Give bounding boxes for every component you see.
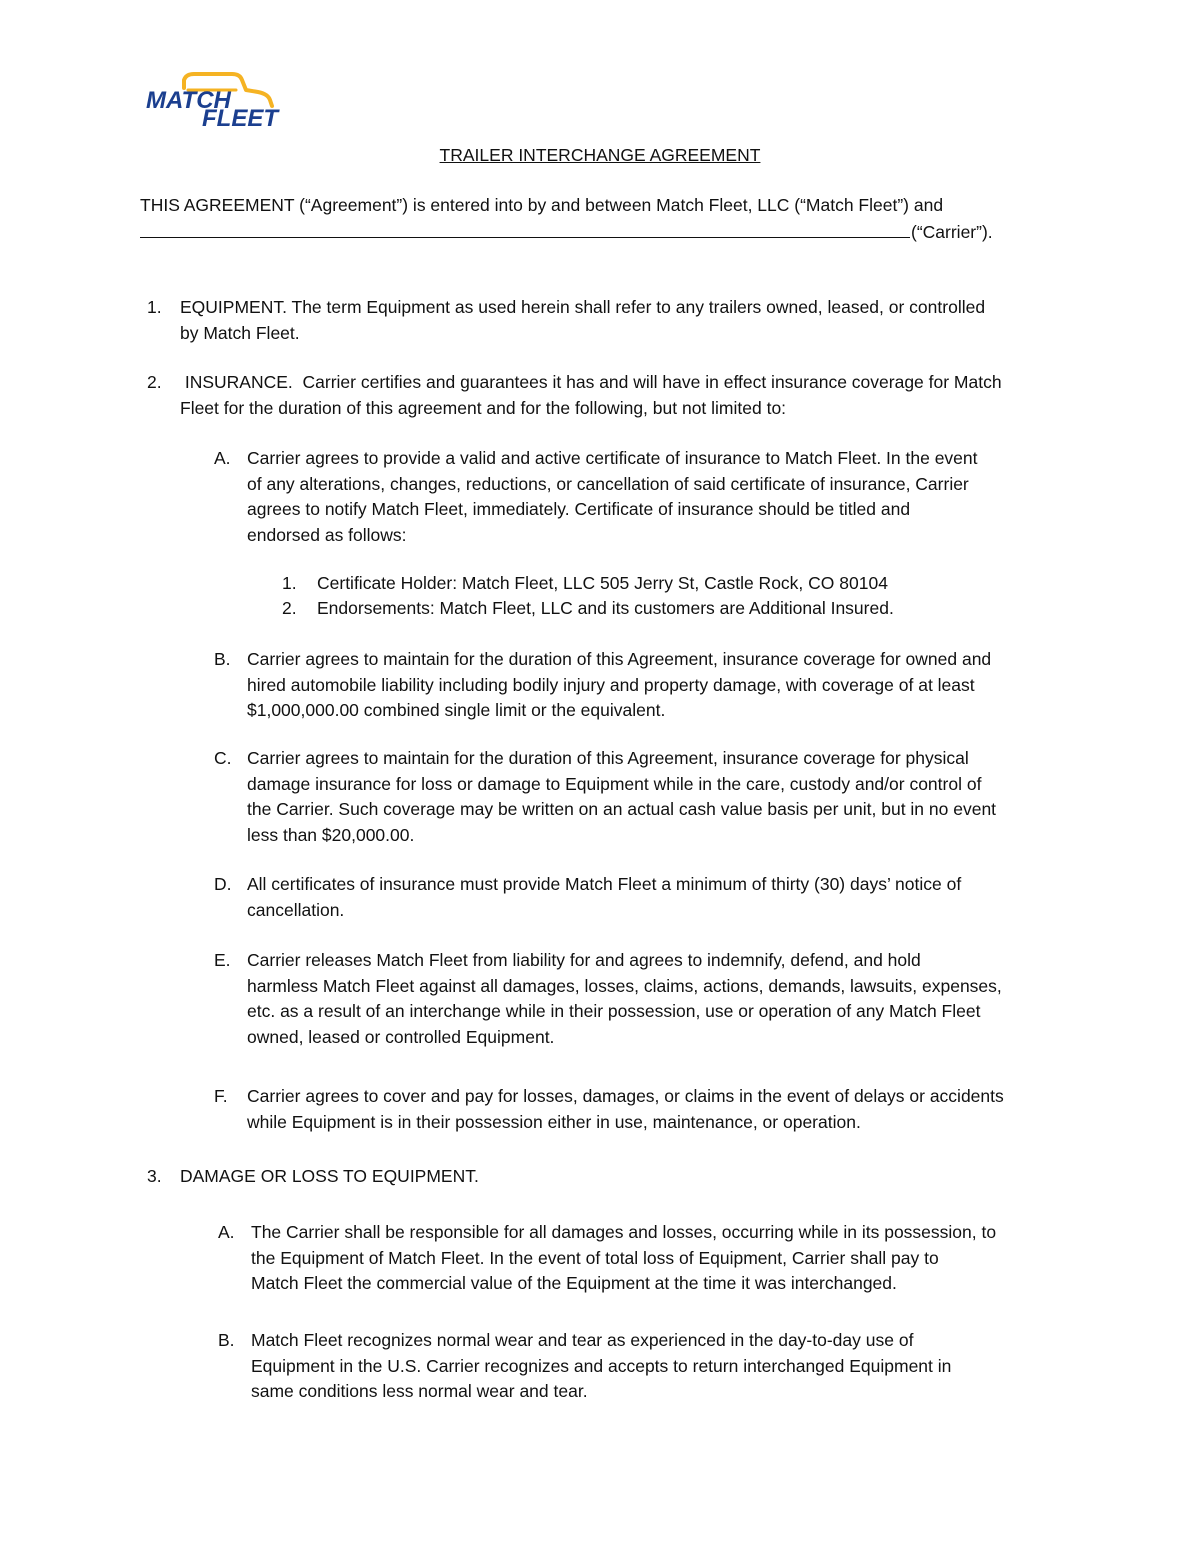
section-3-a-line: the Equipment of Match Fleet. In the event of total loss of Equipment, Carrier shall pay to	[251, 1247, 939, 1268]
carrier-name-blank	[140, 219, 910, 238]
section-2-a-text	[247, 446, 1077, 548]
section-2-e-line: Carrier releases Match Fleet from liability for and agrees to indemnify, defend, and hold	[247, 950, 921, 970]
section-2-d-letter: D.	[214, 874, 232, 894]
section-3-number: 3.	[147, 1166, 162, 1186]
section-1-line-1: EQUIPMENT. The term Equipment as used herein shall refer to any trailers owned, leased, or controlled	[180, 297, 986, 317]
section-2-e-line: owned, leased or controlled Equipment.	[247, 1026, 555, 1047]
section-2-b-line: $1,000,000.00 combined single limit or the equivalent.	[247, 700, 666, 720]
section-2-d-line: All certificates of insurance must provide Match Fleet a minimum of thirty (30) days’ notice of	[247, 874, 962, 894]
section-2-a-letter: A.	[214, 448, 231, 468]
section-2-c-text	[247, 746, 1077, 848]
section-2-e-text	[247, 948, 1077, 1050]
section-2-c-line: damage insurance for loss or damage to Equipment while in the care, custody and/or control of	[247, 773, 982, 794]
intro-paragraph	[140, 193, 1060, 245]
section-2-a-sub-2-number: 2.	[282, 598, 297, 618]
section-2-a-line: agrees to notify Match Fleet, immediately. Certificate of insurance should be titled and	[247, 499, 911, 519]
section-2-f-text	[247, 1084, 1077, 1135]
section-2-d-line: cancellation.	[247, 899, 345, 920]
section-2-a-sub-1-number: 1.	[282, 573, 297, 593]
section-2-line-2: Fleet for the duration of this agreement and for the following, but not limited to:	[180, 397, 787, 418]
intro-line-1: THIS AGREEMENT (“Agreement”) is entered into by and between Match Fleet, LLC (“Match Fleet”) and	[140, 195, 944, 215]
section-2-b-line: hired automobile liability including bodily injury and property damage, with coverage of at least	[247, 674, 975, 695]
section-2-e-line: etc. as a result of an interchange while in their possession, use or operation of any Match Fleet	[247, 1001, 981, 1021]
section-2-b-text	[247, 647, 1077, 724]
intro-line-2-suffix: (“Carrier”).	[911, 221, 993, 242]
section-2-text	[180, 370, 1080, 421]
section-2-line-1: INSURANCE. Carrier certifies and guarantees it has and will have in effect insurance coverage for Match	[180, 372, 1002, 392]
logo-text-fleet: FLEET	[202, 105, 278, 130]
section-2-a-line: endorsed as follows:	[247, 524, 407, 545]
document-title: TRAILER INTERCHANGE AGREEMENT	[439, 145, 761, 165]
section-3-a-line: The Carrier shall be responsible for all damages and losses, occurring while in its possession, to	[251, 1222, 997, 1242]
section-2-b-letter: B.	[214, 649, 231, 669]
section-1-line-2: by Match Fleet.	[180, 322, 300, 343]
section-3-b-letter: B.	[218, 1330, 235, 1350]
section-3-b-text	[251, 1328, 1081, 1405]
section-3-b-line: same conditions less normal wear and tear.	[251, 1381, 588, 1401]
section-2-a-line: of any alterations, changes, reductions, or cancellation of said certificate of insurance, Carrier	[247, 473, 969, 494]
section-3-b-line: Equipment in the U.S. Carrier recognizes and accepts to return interchanged Equipment in	[251, 1355, 952, 1376]
section-2-f-line: while Equipment is in their possession either in use, maintenance, or operation.	[247, 1111, 861, 1132]
section-3-a-line: Match Fleet the commercial value of the Equipment at the time it was interchanged.	[251, 1273, 897, 1293]
section-2-number: 2.	[147, 372, 162, 392]
section-2-e-letter: E.	[214, 950, 231, 970]
section-3-a-text	[251, 1220, 1081, 1297]
section-3-a-letter: A.	[218, 1222, 235, 1242]
section-1-text	[180, 295, 1080, 346]
logo-text-match: MATCH	[146, 87, 231, 114]
section-3-heading: DAMAGE OR LOSS TO EQUIPMENT.	[180, 1166, 479, 1186]
section-2-c-letter: C.	[214, 748, 232, 768]
section-2-f-line: Carrier agrees to cover and pay for losses, damages, or claims in the event of delays or accidents	[247, 1086, 1004, 1106]
section-3-b-line: Match Fleet recognizes normal wear and tear as experienced in the day-to-day use of	[251, 1330, 914, 1350]
endorsements-text: Endorsements: Match Fleet, LLC and its customers are Additional Insured.	[317, 598, 894, 618]
section-2-a-line: Carrier agrees to provide a valid and active certificate of insurance to Match Fleet. In the event	[247, 448, 978, 468]
section-1-number: 1.	[147, 297, 162, 317]
section-2-f-letter: F.	[214, 1086, 228, 1106]
match-fleet-logo	[140, 68, 280, 130]
match-fleet-logo-graphic	[140, 68, 280, 130]
intro-line-2	[140, 219, 1060, 246]
section-2-c-line: Carrier agrees to maintain for the duration of this Agreement, insurance coverage for physical	[247, 748, 969, 768]
certificate-holder-text: Certificate Holder: Match Fleet, LLC 505 Jerry St, Castle Rock, CO 80104	[317, 573, 888, 593]
section-2-d-text	[247, 872, 1077, 923]
section-2-b-line: Carrier agrees to maintain for the duration of this Agreement, insurance coverage for owned and	[247, 649, 992, 669]
section-2-c-line: the Carrier. Such coverage may be written on an actual cash value basis per unit, but in no event	[247, 799, 997, 819]
section-2-c-line: less than $20,000.00.	[247, 824, 415, 845]
section-2-e-line: harmless Match Fleet against all damages, losses, claims, actions, demands, lawsuits, expenses,	[247, 975, 1002, 996]
